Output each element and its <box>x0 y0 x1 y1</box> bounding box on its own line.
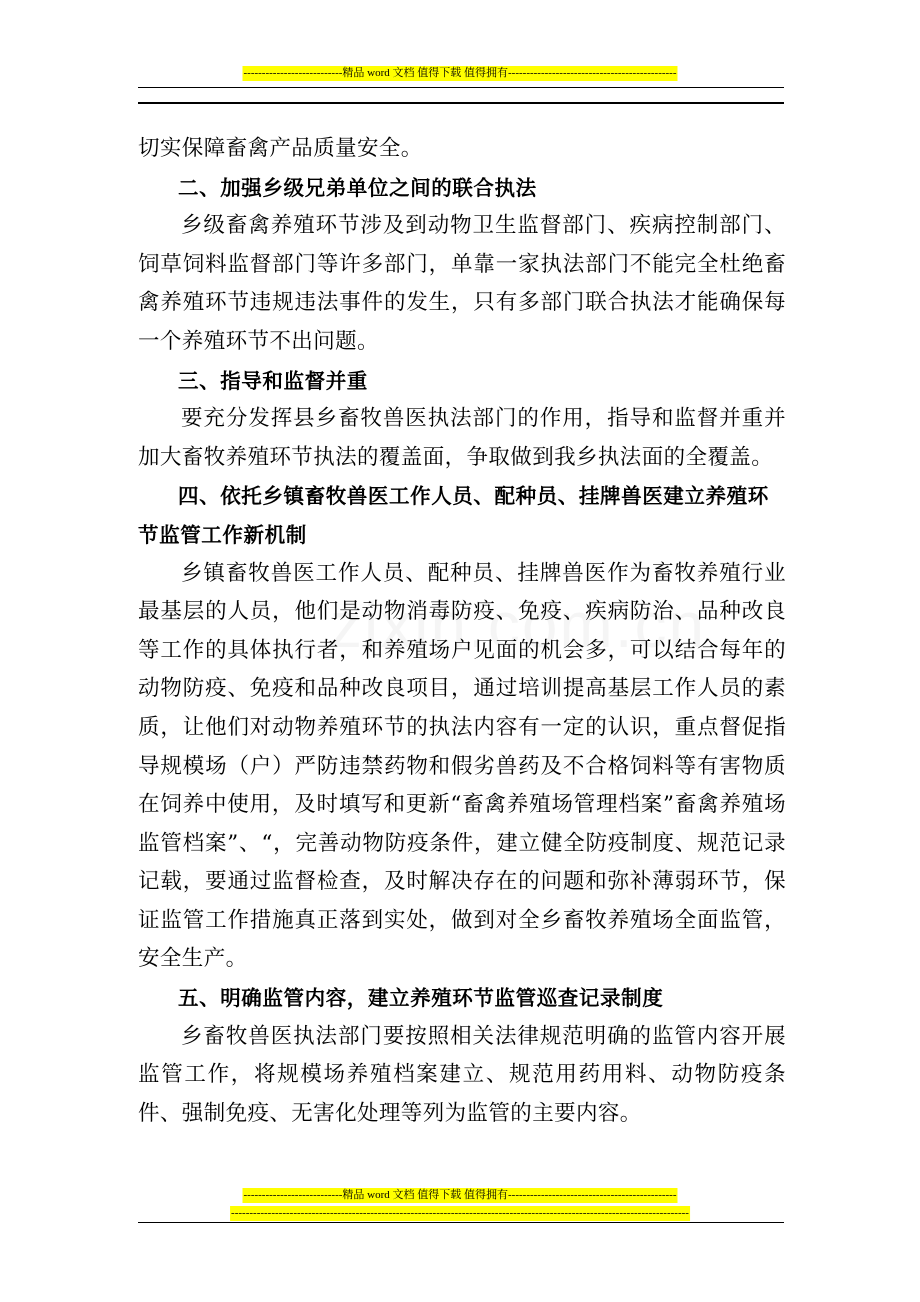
paragraph-2: 乡级畜禽养殖环节涉及到动物卫生监督部门、疾病控制部门、饲草饲料监督部门等许多部门，单靠一家执法部门不能完全杜绝畜禽养殖环节违规违法事件的发生，只有多部门联合执法才能确保每一个养殖环节不出问题。 <box>138 213 786 354</box>
section-heading-4: 四、依托乡镇畜牧兽医工作人员、配种员、挂牌兽医建立养殖环节监管工作新机制 <box>138 484 769 547</box>
paragraph-3: 要充分发挥县乡畜牧兽医执法部门的作用，指导和监督并重并加大畜牧养殖环节执法的覆盖面，争取做到我乡执法面的全覆盖。 <box>138 406 786 470</box>
section-heading-5: 五、明确监管内容，建立养殖环节监管巡查记录制度 <box>178 986 664 1011</box>
paragraph-5: 乡畜牧兽医执法部门要按照相关法律规范明确的监管内容开展监管工作，将规模场养殖档案建立、规范用药用料、动物防疫条件、强制免疫、无害化处理等列为监管的主要内容。 <box>138 1023 786 1126</box>
paragraph-1: 切实保障畜禽产品质量安全。 <box>138 136 423 161</box>
header-rule-thick <box>138 102 784 104</box>
footer-rule <box>138 1222 784 1223</box>
section-heading-3: 三、指导和监督并重 <box>178 368 368 393</box>
footer-dashes: ----------------------------------------------------------------------------------------------------------------------------- <box>231 1207 689 1219</box>
header-banner: ---------------------------精品 word 文档 值得下载 值得拥有---------------------------------------------- <box>243 67 677 79</box>
section-heading-2: 二、加强乡级兄弟单位之间的联合执法 <box>178 175 537 200</box>
header-rule-thin <box>138 87 784 88</box>
footer-banner: ---------------------------精品 word 文档 值得下载 值得拥有---------------------------------------------- <box>243 1189 677 1201</box>
document-body <box>138 130 786 1133</box>
paragraph-4: 乡镇畜牧兽医工作人员、配种员、挂牌兽医作为畜牧养殖行业最基层的人员，他们是动物消毒防疫、免疫、疾病防治、品种改良等工作的具体执行者，和养殖场户见面的机会多，可以结合每年的动物防疫、免疫和品种改良项目，通过培训提高基层工作人员的素质，让他们对动物养殖环节的执法内容有一定的认识，重点督促指导规模场（户）严防违禁药物和假劣兽药及不合格饲料等有害物质在饲养中使用，及时填写和更新“畜禽养殖场管理档案”畜禽养殖场监管档案”、“，完善动物防疫条件，建立健全防疫制度、规范记录记载，要通过监督检查，及时解决存在的问题和弥补薄弱环节，保证监管工作措施真正落到实处，做到对全乡畜牧养殖场全面监管，安全生产。 <box>138 560 786 972</box>
